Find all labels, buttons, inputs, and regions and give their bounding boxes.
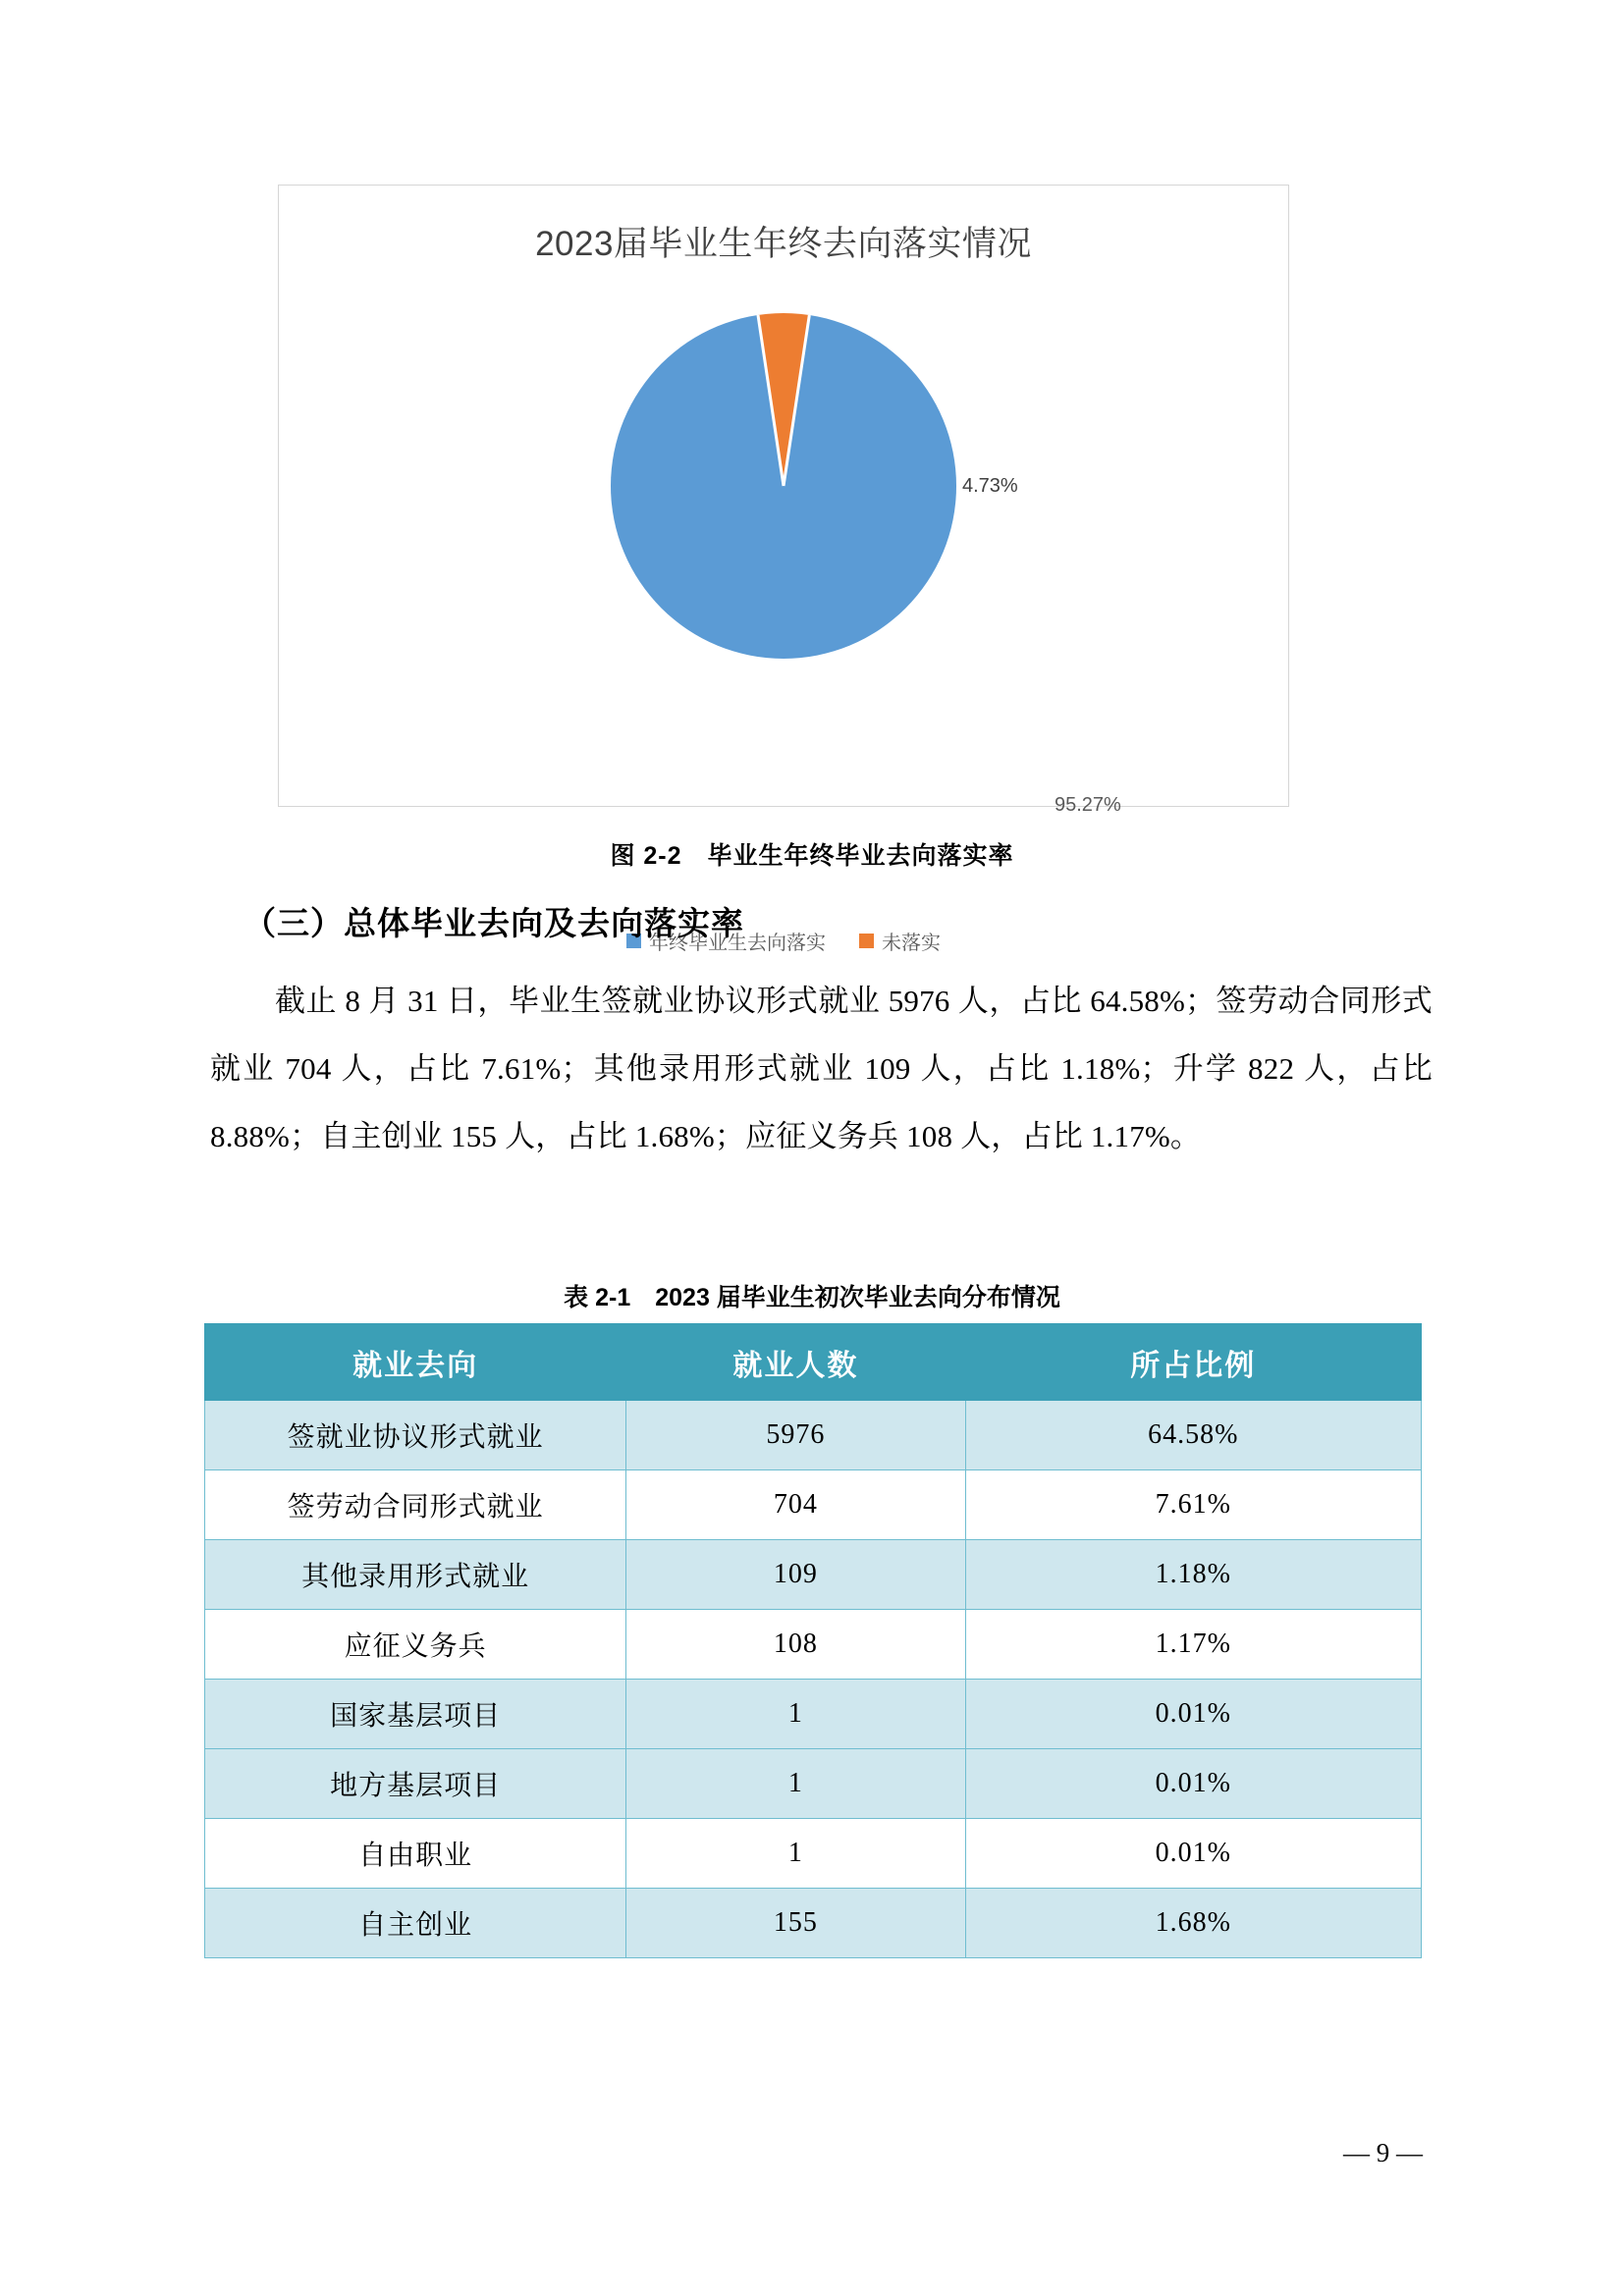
employment-distribution-table bbox=[204, 1323, 1422, 1958]
cell-count: 704 bbox=[626, 1470, 965, 1540]
cell-count: 1 bbox=[626, 1680, 965, 1749]
table-header-proportion: 所占比例 bbox=[965, 1324, 1421, 1401]
cell-destination: 签就业协议形式就业 bbox=[205, 1401, 626, 1470]
cell-count: 109 bbox=[626, 1540, 965, 1610]
cell-proportion: 64.58% bbox=[965, 1401, 1421, 1470]
cell-count: 5976 bbox=[626, 1401, 965, 1470]
table-row bbox=[205, 1610, 1422, 1680]
cell-proportion: 1.18% bbox=[965, 1540, 1421, 1610]
table-row bbox=[205, 1819, 1422, 1889]
legend-swatch-orange bbox=[859, 934, 874, 948]
cell-destination: 签劳动合同形式就业 bbox=[205, 1470, 626, 1540]
pie-chart bbox=[611, 313, 956, 659]
table-row bbox=[205, 1401, 1422, 1470]
cell-proportion: 0.01% bbox=[965, 1819, 1421, 1889]
body-paragraph: 截止 8 月 31 日，毕业生签就业协议形式就业 5976 人，占比 64.58%；签劳动合同形式就业 704 人，占比 7.61%；其他录用形式就业 109 人，占比 1.18%；升学 822 人，占比 8.88%；自主创业 155 人，占比 1.68%；应征义务兵 108 人，占比 1.17%。 bbox=[210, 984, 1433, 1153]
table-row bbox=[205, 1749, 1422, 1819]
cell-destination: 国家基层项目 bbox=[205, 1680, 626, 1749]
table-row bbox=[205, 1470, 1422, 1540]
cell-destination: 地方基层项目 bbox=[205, 1749, 626, 1819]
cell-count: 108 bbox=[626, 1610, 965, 1680]
pie-label-placed: 95.27% bbox=[1055, 794, 1121, 816]
table-row bbox=[205, 1680, 1422, 1749]
section-heading: （三）总体毕业去向及去向落实率 bbox=[244, 907, 744, 942]
table-row bbox=[205, 1540, 1422, 1610]
cell-destination: 自主创业 bbox=[205, 1889, 626, 1958]
cell-destination: 应征义务兵 bbox=[205, 1610, 626, 1680]
table-header-count: 就业人数 bbox=[626, 1324, 965, 1401]
cell-count: 1 bbox=[626, 1819, 965, 1889]
figure-caption: 图 2-2 毕业生年终毕业去向落实率 bbox=[610, 842, 1014, 870]
page-number: — 9 — bbox=[1343, 2138, 1423, 2167]
cell-proportion: 0.01% bbox=[965, 1680, 1421, 1749]
cell-destination: 自由职业 bbox=[205, 1819, 626, 1889]
chart-title: 2023届毕业生年终去向落实情况 bbox=[535, 225, 1032, 263]
table-header-row bbox=[205, 1324, 1422, 1401]
legend-label-placed: 年终毕业生去向落实 bbox=[649, 933, 826, 954]
table-caption: 表 2-1 2023 届毕业生初次毕业去向分布情况 bbox=[564, 1284, 1060, 1311]
cell-count: 155 bbox=[626, 1889, 965, 1958]
table-row bbox=[205, 1889, 1422, 1958]
cell-proportion: 1.17% bbox=[965, 1610, 1421, 1680]
cell-proportion: 7.61% bbox=[965, 1470, 1421, 1540]
legend-item-unplaced bbox=[859, 927, 941, 955]
cell-count: 1 bbox=[626, 1749, 965, 1819]
cell-destination: 其他录用形式就业 bbox=[205, 1540, 626, 1610]
table-header-destination: 就业去向 bbox=[205, 1324, 626, 1401]
cell-proportion: 1.68% bbox=[965, 1889, 1421, 1958]
legend-label-unplaced: 未落实 bbox=[882, 933, 941, 954]
cell-proportion: 0.01% bbox=[965, 1749, 1421, 1819]
pie-label-unplaced: 4.73% bbox=[962, 475, 1018, 497]
